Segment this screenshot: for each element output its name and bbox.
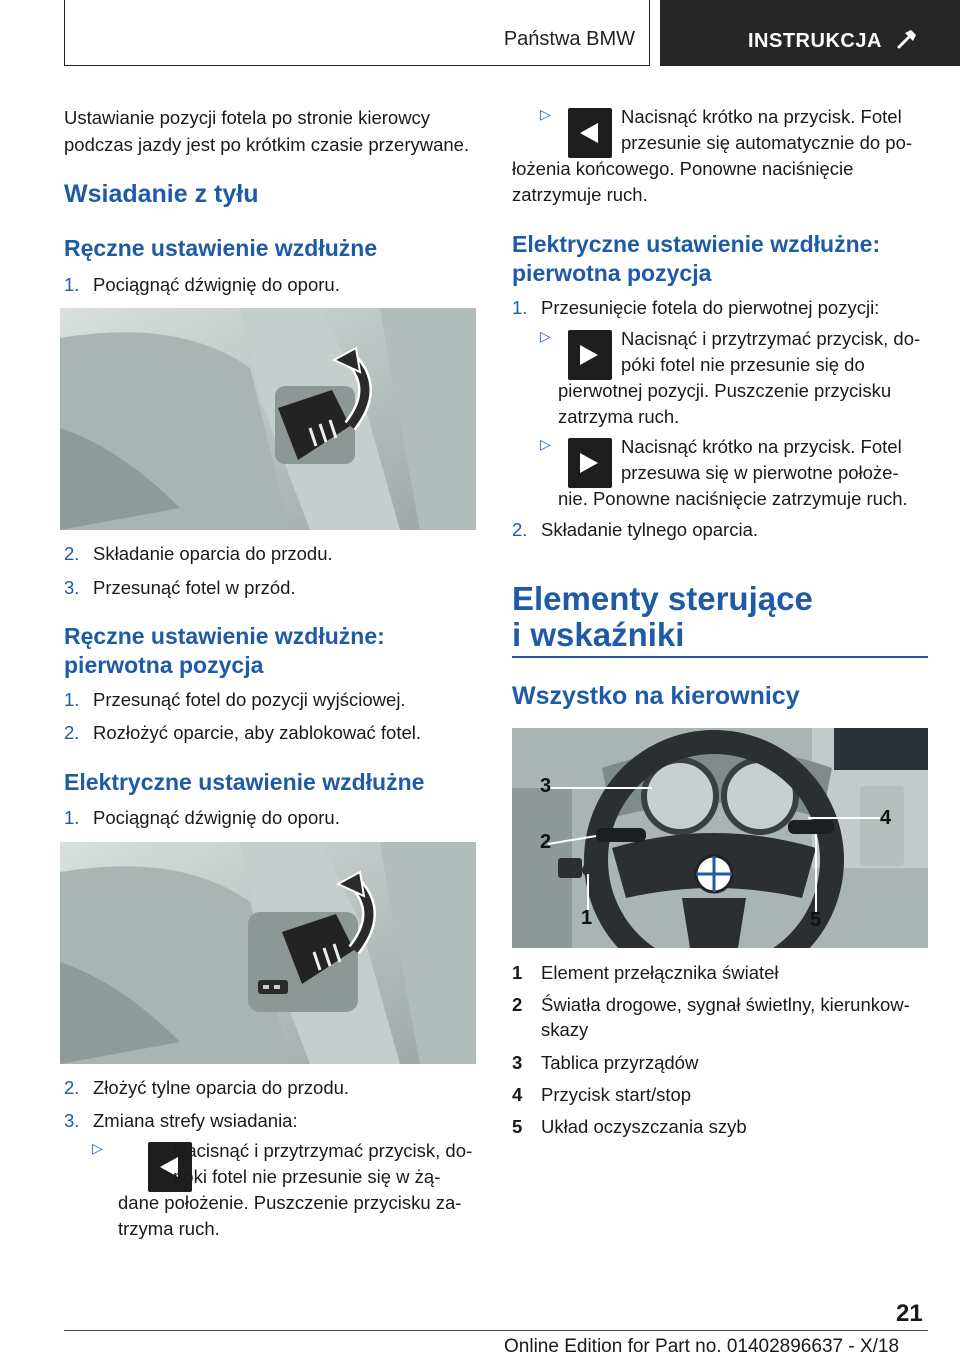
step-number: 2. <box>512 519 528 540</box>
bullet-line: zatrzyma ruch. <box>558 406 680 427</box>
legend-number: 1 <box>512 962 523 983</box>
intro-line-2: podczas jazdy jest po krótkim czasie przerywane. <box>64 134 470 155</box>
chapter-title-line-1: Elementy sterujące <box>512 580 813 617</box>
bullet-line: nie. Ponowne naciśnięcie zatrzymuje ruch. <box>558 488 908 509</box>
step-text: Składanie oparcia do przodu. <box>93 543 333 564</box>
footer-edition: Online Edition for Part no. 01402896637 - X/18 <box>504 1336 900 1357</box>
triangle-bullet-icon: ▷ <box>92 1140 103 1156</box>
step-text: Rozłożyć oparcie, aby zablokować fotel. <box>93 722 422 743</box>
arrow-left-button-icon <box>568 108 612 158</box>
intro-line-1: Ustawianie pozycji fotela po stronie kierowcy <box>64 107 431 128</box>
bullet-line: przesuwa się w pierwotne położe- <box>621 462 899 483</box>
bullet-line: dane położenie. Puszczenie przycisku za- <box>118 1192 462 1213</box>
electric-bullet <box>92 1138 476 1248</box>
step-text: Przesunąć fotel do pozycji wyjściowej. <box>93 689 406 710</box>
legend-text: Tablica przyrządów <box>541 1052 699 1073</box>
step-number: 2. <box>64 1077 80 1098</box>
header-tab-manual[interactable] <box>660 0 960 66</box>
electric-home-title-line-2: pierwotna pozycja <box>512 260 712 286</box>
footer-divider <box>64 1330 928 1331</box>
step-text: Przesunięcie fotela do pierwotnej pozycji: <box>541 297 880 318</box>
callout-1: 1 <box>581 907 593 929</box>
step-number: 1. <box>512 297 528 318</box>
callout-5: 5 <box>810 909 822 931</box>
bullet-line: zatrzymuje ruch. <box>512 184 648 205</box>
bullet-short-press-home <box>540 434 928 524</box>
step-text: Pociągnąć dźwignię do oporu. <box>93 807 340 828</box>
step-text: Składanie tylnego oparcia. <box>541 519 759 540</box>
bullet-line: Nacisnąć i przytrzymać przycisk, do- <box>621 328 921 349</box>
section-title-rear-entry: Wsiadanie z tyłu <box>64 180 259 208</box>
legend-number: 3 <box>512 1052 523 1073</box>
bullet-line: Nacisnąć krótko na przycisk. Fotel <box>621 106 902 127</box>
header-tab-owner[interactable] <box>64 0 650 66</box>
step-number: 1. <box>64 807 80 828</box>
chapter-title-line-2: i wskaźniki <box>512 616 685 653</box>
steering-wheel-photo <box>512 728 928 948</box>
steering-title: Wszystko na kierownicy <box>512 682 800 710</box>
electric-adjust-title: Elektryczne ustawienie wzdłużne <box>64 769 425 795</box>
seat-lever-photo-1 <box>60 308 476 530</box>
header-tab-manual-label: INSTRUKCJA <box>748 30 882 52</box>
step-number: 3. <box>64 577 80 598</box>
step-number: 1. <box>64 689 80 710</box>
legend-text: Układ oczyszczania szyb <box>541 1116 747 1137</box>
bullet-line: póki fotel nie przesunie się w żą- <box>173 1166 441 1187</box>
step-number: 2. <box>64 722 80 743</box>
header-tab-owner-label: Państwa BMW <box>503 28 635 50</box>
bullet-line: łożenia końcowego. Ponowne naciśnięcie <box>512 158 854 179</box>
legend-text: Światła drogowe, sygnał świetlny, kierunkow- <box>541 994 910 1015</box>
triangle-bullet-icon: ▷ <box>540 436 551 452</box>
seat-lever-photo-2 <box>60 842 476 1064</box>
legend-number: 5 <box>512 1116 523 1137</box>
legend-text: Element przełącznika świateł <box>541 962 779 983</box>
callout-3: 3 <box>540 775 552 797</box>
callout-4: 4 <box>880 807 892 829</box>
bullet-short-press-end <box>512 104 928 214</box>
hammer-icon <box>896 28 918 50</box>
triangle-bullet-icon: ▷ <box>540 106 551 122</box>
step-text: Przesunąć fotel w przód. <box>93 577 296 598</box>
step-text: Złożyć tylne oparcia do przodu. <box>93 1077 350 1098</box>
bullet-line: przesunie się automatycznie do po- <box>621 132 913 153</box>
bullet-line: pierwotnej pozycji. Puszczenie przycisku <box>558 380 892 401</box>
bullet-line: Nacisnąć i przytrzymać przycisk, do- <box>173 1140 473 1161</box>
arrow-right-button-icon <box>568 438 612 488</box>
step-text: Pociągnąć dźwignię do oporu. <box>93 274 340 295</box>
legend-number: 4 <box>512 1084 523 1105</box>
manual-home-title-line-1: Ręczne ustawienie wzdłużne: <box>64 623 385 649</box>
manual-adjust-title: Ręczne ustawienie wzdłużne <box>64 235 378 261</box>
legend-text: skazy <box>541 1019 589 1040</box>
bullet-line: Nacisnąć krótko na przycisk. Fotel <box>621 436 902 457</box>
step-number: 3. <box>64 1110 80 1131</box>
bullet-line: póki fotel nie przesunie się do <box>621 354 865 375</box>
legend-number: 2 <box>512 994 523 1015</box>
bullet-line: trzyma ruch. <box>118 1218 220 1239</box>
step-text: Zmiana strefy wsiadania: <box>93 1110 298 1131</box>
step-number: 2. <box>64 543 80 564</box>
chapter-divider <box>512 656 928 658</box>
callout-2: 2 <box>540 831 552 853</box>
manual-home-title-line-2: pierwotna pozycja <box>64 652 264 678</box>
arrow-right-button-icon <box>568 330 612 380</box>
step-number: 1. <box>64 274 80 295</box>
triangle-bullet-icon: ▷ <box>540 328 551 344</box>
legend-text: Przycisk start/stop <box>541 1084 692 1105</box>
page-number: 21 <box>896 1300 923 1327</box>
bullet-hold-home <box>540 326 928 436</box>
electric-home-title-line-1: Elektryczne ustawienie wzdłużne: <box>512 231 881 257</box>
